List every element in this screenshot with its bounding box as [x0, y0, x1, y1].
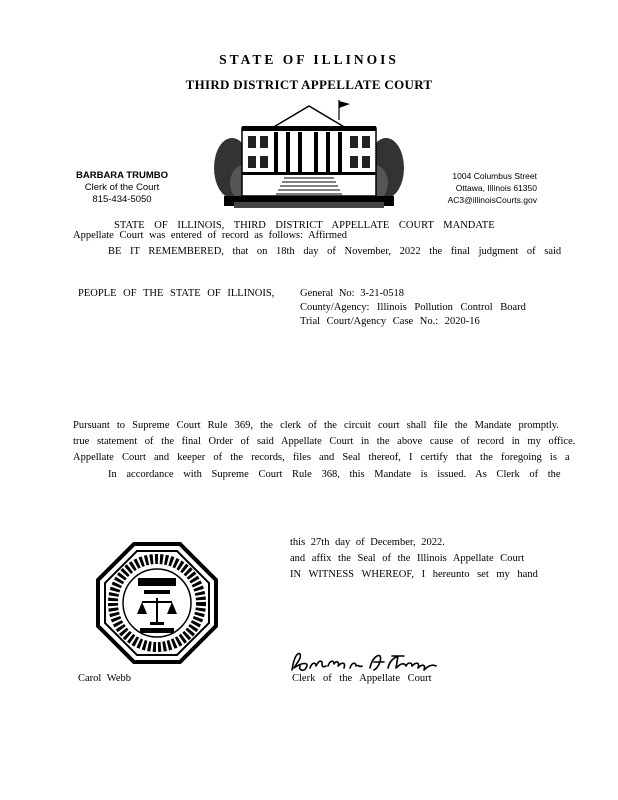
courthouse-illustration	[214, 98, 404, 210]
clerk-phone: 815-434-5050	[92, 194, 152, 205]
signature-right-title: Clerk of the Appellate Court	[292, 673, 432, 684]
case-trial-court: Trial Court/Agency Case No.: 2020-16	[300, 316, 480, 327]
clerk-signature	[288, 648, 440, 676]
court-seal	[96, 542, 218, 664]
address-street: 1004 Columbus Street	[452, 171, 537, 181]
closing-witness: IN WITNESS WHEREOF, I hereunto set my hand	[290, 569, 538, 580]
case-county-agency: County/Agency: Illinois Pollution Control Board	[300, 302, 526, 313]
mandate-remembered: BE IT REMEMBERED, that on 18th day of November, 2022 the final judgment of said	[108, 246, 562, 257]
address-email: AC3@illinoisCourts.gov	[447, 195, 537, 205]
address-city: Ottawa, Illinois 61350	[455, 183, 537, 193]
clerk-title: Clerk of the Court	[84, 182, 160, 193]
body-line-1: Pursuant to Supreme Court Rule 369, the clerk of the circuit court shall file the Mandate promptly.	[73, 420, 559, 431]
signature-left-name: Carol Webb	[78, 673, 131, 684]
body-line-4: In accordance with Supreme Court Rule 368, this Mandate is issued. As Clerk of the	[108, 469, 561, 480]
case-general-no: General No: 3-21-0518	[300, 288, 404, 299]
body-line-2: true statement of the final Order of said Appellate Court in the above cause of record in my office.	[73, 436, 576, 447]
closing-affix: and affix the Seal of the Illinois Appellate Court	[290, 553, 525, 564]
mandate-heading: STATE OF ILLINOIS, THIRD DISTRICT APPELLATE COURT MANDATE	[114, 220, 495, 231]
header-state: STATE OF ILLINOIS	[219, 52, 399, 67]
mandate-entered: Appellate Court was entered of record as follows: Affirmed	[73, 230, 347, 241]
address-block	[441, 170, 537, 206]
case-party: PEOPLE OF THE STATE OF ILLINOIS,	[78, 288, 275, 299]
clerk-name: BARBARA TRUMBO	[76, 170, 168, 181]
body-line-3: Appellate Court and keeper of the records, files and Seal thereof, I certify that the foregoing is a	[73, 452, 570, 463]
closing-date: this 27th day of December, 2022.	[290, 537, 445, 548]
header-court: THIRD DISTRICT APPELLATE COURT	[185, 77, 433, 92]
clerk-block	[72, 170, 172, 206]
